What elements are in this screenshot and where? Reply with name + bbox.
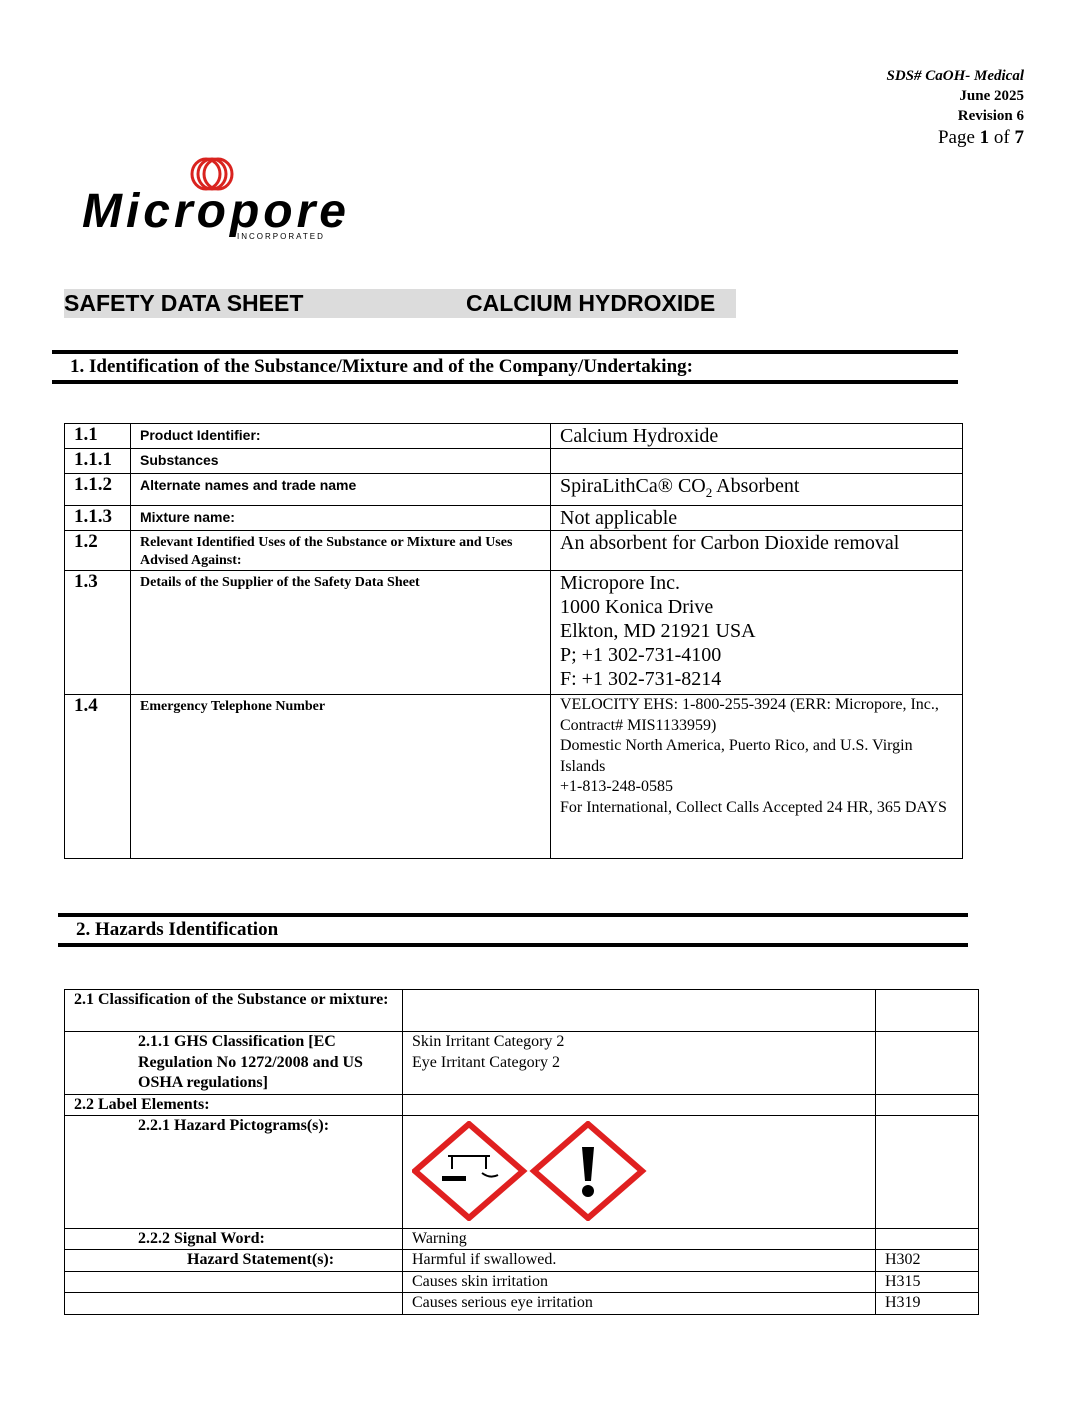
pictograms-label: 2.2.1 Hazard Pictograms(s):	[65, 1116, 403, 1229]
row-value	[551, 449, 963, 474]
sds-number: SDS# CaOH- Medical	[886, 68, 1024, 84]
svg-text:INCORPORATED: INCORPORATED	[237, 232, 325, 241]
table-row	[65, 990, 979, 1032]
row-label: Mixture name:	[131, 506, 551, 531]
document-title	[64, 289, 736, 318]
date: June 2025	[959, 88, 1024, 104]
hazard-text: Harmful if swallowed.	[403, 1250, 876, 1272]
row-number: 1.1.2	[65, 474, 131, 506]
table-row	[65, 531, 963, 571]
row-label: Details of the Supplier of the Safety Data Sheet	[131, 571, 551, 695]
table-row	[65, 424, 963, 449]
hazard-text: Causes serious eye irritation	[403, 1293, 876, 1315]
exclamation-mark-pictogram	[534, 1124, 642, 1218]
row-number: 1.2	[65, 531, 131, 571]
table-row	[65, 474, 963, 506]
section-2-heading: 2. Hazards Identification	[58, 913, 968, 947]
page-number: Page 1 of 7	[937, 127, 1024, 148]
row-label: Product Identifier:	[131, 424, 551, 449]
row-value: SpiraLithCa® $CO_2$ Absorbent	[551, 474, 963, 506]
hazards-table	[64, 989, 979, 1315]
table-row	[65, 1271, 979, 1293]
row-value: Not applicable	[551, 506, 963, 531]
table-row	[65, 1032, 979, 1095]
section-1-heading: 1. Identification of the Substance/Mixture and of the Company/Undertaking:	[52, 350, 958, 384]
title-right: CALCIUM HYDROXIDE	[466, 290, 716, 316]
label-elements: 2.2 Label Elements:	[65, 1094, 403, 1116]
row-number: 1.1.1	[65, 449, 131, 474]
hazard-code: H319	[876, 1293, 979, 1315]
table-row	[65, 571, 963, 695]
row-label: Substances	[131, 449, 551, 474]
revision: Revision 6	[957, 108, 1024, 124]
row-label: Alternate names and trade name	[131, 474, 551, 506]
pictograms	[403, 1116, 876, 1229]
hazard-text: Causes skin irritation	[403, 1271, 876, 1293]
title-left: SAFETY DATA SHEET	[64, 290, 304, 316]
corrosion-pictogram	[415, 1124, 523, 1218]
row-number: 1.4	[65, 695, 131, 859]
hazard-statements-label: Hazard Statement(s):	[65, 1250, 403, 1272]
table-row	[65, 1094, 979, 1116]
svg-text:Micropore: Micropore	[82, 185, 344, 238]
document-header	[886, 66, 1024, 150]
table-row	[65, 506, 963, 531]
table-row	[65, 695, 963, 859]
hazard-code: H315	[876, 1271, 979, 1293]
table-row	[65, 1250, 979, 1272]
table-row	[65, 1228, 979, 1250]
row-value: VELOCITY EHS: 1-800-255-3924 (ERR: Micropore, Inc., Contract# MIS1133959) Domestic North America, Puerto Rico, and U.S. Virgin Islands +1-813-248-0585 For International, Collect Calls Accepted 24 HR, 365 DAYS	[551, 695, 963, 859]
row-number: 1.3	[65, 571, 131, 695]
table-row	[65, 1116, 979, 1229]
row-value: Micropore Inc. 1000 Konica Drive Elkton, MD 21921 USA P; +1 302-731-4100 F: +1 302-731-8214	[551, 571, 963, 695]
row-label: Relevant Identified Uses of the Substance or Mixture and Uses Advised Against:	[131, 531, 551, 571]
ghs-label: 2.1.1 GHS Classification [EC Regulation No 1272/2008 and US OSHA regulations]	[65, 1032, 403, 1095]
ghs-values: Skin Irritant Category 2 Eye Irritant Category 2	[403, 1032, 876, 1095]
signal-word-label: 2.2.2 Signal Word:	[65, 1228, 403, 1250]
row-number: 1.1.3	[65, 506, 131, 531]
identification-table	[64, 423, 963, 859]
micropore-logo	[82, 155, 352, 245]
row-label: Emergency Telephone Number	[131, 695, 551, 859]
table-row	[65, 1293, 979, 1315]
hazard-code: H302	[876, 1250, 979, 1272]
row-value: Calcium Hydroxide	[551, 424, 963, 449]
row-number: 1.1	[65, 424, 131, 449]
row-value: An absorbent for Carbon Dioxide removal	[551, 531, 963, 571]
table-row	[65, 449, 963, 474]
classification-label: 2.1 Classification of the Substance or mixture:	[65, 990, 403, 1032]
signal-word: Warning	[403, 1228, 876, 1250]
